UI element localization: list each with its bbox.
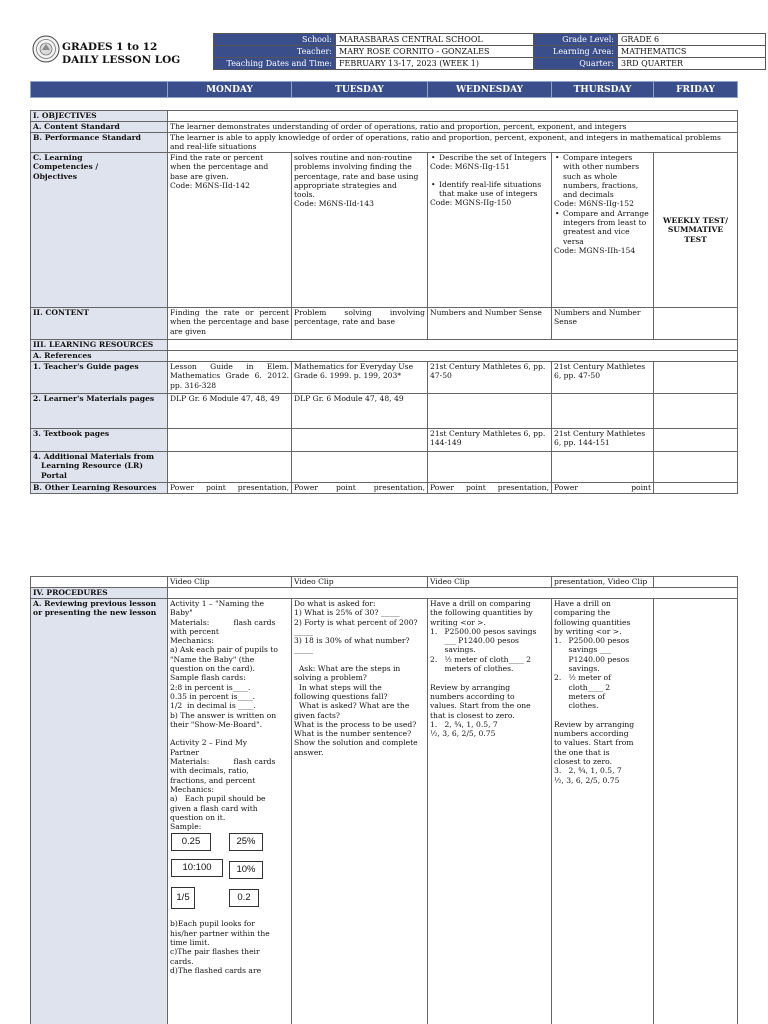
procedure-thursday-line: comparing the <box>554 608 611 618</box>
competency-monday-code: Code: M6NS-IId-142 <box>170 180 250 190</box>
procedure-thursday-line: by writing <or >. <box>554 626 622 636</box>
procedure-monday-line: with percent <box>170 626 219 636</box>
procedure-monday-line: Mechanics: <box>170 784 214 794</box>
teacher-label: Teacher: <box>214 46 336 58</box>
lm-tuesday: DLP Gr. 6 Module 47, 48, 49 <box>292 394 428 429</box>
other-monday: Power point presentation, <box>168 483 292 494</box>
procedure-thursday-line: Have a drill on <box>554 599 611 608</box>
flash-card: 10% <box>229 861 263 879</box>
procedure-monday-line: Activity 1 – "Naming the <box>170 599 265 608</box>
other-tuesday-continued: Video Clip <box>292 577 428 588</box>
add-monday <box>168 452 292 483</box>
content-wednesday: Numbers and Number Sense <box>428 308 552 340</box>
competency-monday-line: when the percentage and <box>170 162 269 172</box>
procedure-monday-line: Materials: flash cards <box>170 617 276 627</box>
procedure-wednesday-line: that is closest to zero. <box>430 710 515 720</box>
school-label: School: <box>214 34 336 46</box>
school-value: MARASBARAS CENTRAL SCHOOL <box>336 34 534 46</box>
add-wednesday <box>428 452 552 483</box>
competency-tuesday <box>292 153 428 308</box>
procedure-monday-line <box>170 729 289 738</box>
procedure-thursday-line: clothes. <box>554 701 599 711</box>
procedure-wednesday-line: writing <or >. <box>430 617 486 627</box>
procedure-monday-line: fractions, and percent <box>170 775 256 785</box>
procedure-monday-line: 2:8 in percent is____. <box>170 682 251 692</box>
flash-card: 10:100 <box>171 859 223 877</box>
lesson-log-table-continued <box>30 576 738 1024</box>
procedure-monday-line: Partner <box>170 747 199 757</box>
tb-tuesday <box>292 429 428 452</box>
procedure-tuesday-line: Show the solution and complete <box>294 738 418 748</box>
objectives-section-blank <box>168 111 738 122</box>
procedure-thursday-line: 2. ½ meter of <box>554 673 611 683</box>
procedure-thursday-line: 1. P2500.00 pesos <box>554 636 630 646</box>
procedure-monday <box>168 599 292 1024</box>
procedure-monday-line: time limit. <box>170 938 210 948</box>
objectives-section: I. OBJECTIVES <box>31 111 168 122</box>
flash-card: 1/5 <box>171 887 195 909</box>
teaching-dates-value: FEBRUARY 13-17, 2023 (WEEK 1) <box>336 58 534 70</box>
content-standard: The learner demonstrates understanding of order of operations, ratio and proportion, percent, exponent, and integers <box>168 122 738 133</box>
tg-friday <box>654 362 738 394</box>
content-friday <box>654 308 738 340</box>
procedure-wednesday-line <box>430 673 549 682</box>
procedure-monday-line: Sample: <box>170 822 202 832</box>
procedure-monday-line: cards. <box>170 956 194 966</box>
add-friday <box>654 452 738 483</box>
procedure-wednesday-line: ___ P1240.00 pesos <box>430 636 519 646</box>
header <box>30 33 768 73</box>
procedure-monday-line: 1/2 in decimal is ____. <box>170 701 256 711</box>
grade-level-value: GRADE 6 <box>618 34 766 46</box>
procedures-section-blank <box>168 588 738 599</box>
procedure-thursday-line: closest to zero. <box>554 757 613 767</box>
other-tuesday: Power point presentation, <box>292 483 428 494</box>
learning-area-value: MATHEMATICS <box>618 46 766 58</box>
tb-monday <box>168 429 292 452</box>
learning-area-label: Learning Area: <box>534 46 618 58</box>
procedure-monday-line: Baby" <box>170 608 193 618</box>
other-friday-continued <box>654 577 738 588</box>
competencies-label-1: C. Learning <box>33 153 83 162</box>
competency-wednesday-bullet: • Describe the set of Integers <box>430 153 549 162</box>
procedure-tuesday-line: following questions fall? <box>294 691 388 701</box>
quarter-value: 3RD QUARTER <box>618 58 766 70</box>
flash-card: 0.25 <box>171 833 211 851</box>
competency-tuesday-line: percentage, rate and base using <box>294 171 419 181</box>
lesson-log-table <box>30 110 738 494</box>
competency-thursday-code: Code: MGNS-IIh-154 <box>554 245 636 255</box>
procedure-tuesday-line: Ask: What are the steps in <box>294 664 401 674</box>
competencies-label-2: Competencies / <box>33 162 99 172</box>
competency-thursday-bullet: • Compare integers with other numbers such as whole numbers, fractions, and decimals <box>554 153 651 199</box>
tb-thursday: 21st Century Mathletes 6, pp. 144-151 <box>552 429 654 452</box>
references-label: A. References <box>31 351 168 362</box>
procedure-tuesday-line: What is the number sentence? <box>294 729 412 739</box>
tg-thursday: 21st Century Mathletes 6, pp. 47-50 <box>552 362 654 394</box>
procedure-thursday-text <box>554 599 651 785</box>
flash-card: 25% <box>229 833 263 851</box>
resources-section: III. LEARNING RESOURCES <box>31 340 168 351</box>
textbook-label: 3. Textbook pages <box>31 429 168 452</box>
procedure-monday-line: a) Ask each pair of pupils to <box>170 645 278 655</box>
procedure-wednesday-line: 2. ½ meter of cloth____ 2 <box>430 654 531 664</box>
procedure-thursday-line: P1240.00 pesos <box>554 654 630 664</box>
flash-card: 0.2 <box>229 889 259 907</box>
competency-tuesday-code: Code: M6NS-IId-143 <box>294 199 374 209</box>
procedure-monday-line: question on it. <box>170 812 226 822</box>
procedure-monday-line: a) Each pupil should be <box>170 794 266 804</box>
procedure-monday-line: Mechanics: <box>170 636 214 646</box>
additional-materials-label-1: 4. Additional Materials from <box>33 452 155 461</box>
procedure-thursday-line: meters of <box>554 691 606 701</box>
competency-thursday <box>552 153 654 308</box>
procedure-friday <box>654 599 738 1024</box>
add-tuesday <box>292 452 428 483</box>
procedure-wednesday-line: meters of clothes. <box>430 664 514 674</box>
day-tuesday: TUESDAY <box>292 82 428 98</box>
quarter-label: Quarter: <box>534 58 618 70</box>
procedure-wednesday-line: 1. P2500.00 pesos savings <box>430 626 537 636</box>
procedure-monday-line: Activity 2 – Find My <box>170 738 248 748</box>
deped-seal-icon <box>32 35 60 63</box>
procedure-tuesday-line: In what steps will the <box>294 682 382 692</box>
procedure-tuesday-line: _____ <box>294 626 313 636</box>
additional-materials-label-2: Learning Resource (LR) <box>41 461 143 471</box>
procedure-monday-line: b)Each pupil looks for <box>170 919 255 929</box>
day-friday: FRIDAY <box>654 82 738 98</box>
procedure-thursday-line: savings. <box>554 664 600 674</box>
procedure-monday-line: 0.35 in percent is____. <box>170 691 256 701</box>
additional-materials-label <box>31 452 168 483</box>
procedure-wednesday-line: values. Start from the one <box>430 701 531 711</box>
procedure-tuesday <box>292 599 428 1024</box>
procedure-tuesday-line <box>294 655 425 664</box>
procedure-monday-line: with decimals, ratio, <box>170 766 249 776</box>
lm-thursday <box>552 394 654 429</box>
references-blank <box>168 351 738 362</box>
other-monday-continued: Video Clip <box>168 577 292 588</box>
procedure-thursday-line: cloth____ 2 <box>554 682 611 692</box>
content-monday: Finding the rate or percent when the percentage and base are given <box>168 308 292 340</box>
competency-tuesday-line: appropriate strategies and <box>294 180 397 190</box>
content-tuesday: Problem solving involving percentage, rate and base <box>292 308 428 340</box>
tb-wednesday: 21st Century Mathletes 6, pp. 144-149 <box>428 429 552 452</box>
procedure-tuesday-line: Do what is asked for: <box>294 599 376 608</box>
tg-wednesday: 21st Century Mathletes 6, pp. 47-50 <box>428 362 552 394</box>
competency-tuesday-line: problems involving finding the <box>294 162 412 172</box>
competency-wednesday-bullet: • Identify real-life situations that make use of integers <box>430 180 549 199</box>
content-section: II. CONTENT <box>31 308 168 340</box>
day-header-row <box>30 81 738 98</box>
add-thursday <box>552 452 654 483</box>
competency-tuesday-line: solves routine and non-routine <box>294 153 412 162</box>
procedures-section: IV. PROCEDURES <box>31 588 168 599</box>
competency-monday-line: base are given. <box>170 171 229 181</box>
lm-wednesday <box>428 394 552 429</box>
resources-section-blank <box>168 340 738 351</box>
content-standard-label: A. Content Standard <box>31 122 168 133</box>
procedure-thursday-line <box>554 711 651 720</box>
procedure-tuesday-line: 2) Forty is what percent of 200? <box>294 617 418 627</box>
procedure-thursday-line: savings ___ <box>554 645 612 655</box>
procedure-tuesday-line: answer. <box>294 747 324 757</box>
procedure-tuesday-line: _____ <box>294 645 313 655</box>
procedure-thursday-line: 3. 2, ⁴⁄₄, 1, 0.5, 7 <box>554 766 622 776</box>
procedure-monday-line: question on the card). <box>170 664 255 674</box>
procedure-wednesday-line: 1. 2, ⁴⁄₄, 1, 0.5, 7 <box>430 719 498 729</box>
procedure-monday-text <box>170 599 289 831</box>
competencies-label-3: Objectives <box>33 171 78 181</box>
procedure-wednesday-line: Have a drill on comparing <box>430 599 531 608</box>
competency-wednesday-code: Code: M6NS-IIg-151 <box>430 162 510 172</box>
procedure-monday-line: b) The answer is written on <box>170 710 277 720</box>
procedure-tuesday-text <box>294 599 425 757</box>
day-thursday: THURSDAY <box>552 82 654 98</box>
procedure-thursday <box>552 599 654 1024</box>
learners-materials-label: 2. Learner's Materials pages <box>31 394 168 429</box>
competency-tuesday-line: tools. <box>294 190 315 200</box>
page-title <box>62 41 180 67</box>
procedure-monday-line: their "Show-Me-Board". <box>170 719 263 729</box>
competency-thursday-bullet: • Compare and Arrange integers from least to greatest and vice versa <box>554 209 651 246</box>
day-wednesday: WEDNESDAY <box>428 82 552 98</box>
performance-standard-label: B. Performance Standard <box>31 133 168 153</box>
procedure-wednesday-line: numbers according to <box>430 691 515 701</box>
procedure-tuesday-line: 3) 18 is 30% of what number? <box>294 636 410 646</box>
procedure-monday-line: c)The pair flashes their <box>170 947 260 957</box>
procedure-monday-line: Sample flash cards: <box>170 673 246 683</box>
other-wednesday-continued: Video Clip <box>428 577 552 588</box>
competency-wednesday-code: Code: MGNS-IIg-150 <box>430 198 512 208</box>
additional-materials-label-3: Portal <box>41 470 67 480</box>
procedure-thursday-line: the one that is <box>554 747 610 757</box>
title-line-2: DAILY LESSON LOG <box>62 54 181 66</box>
other-thursday: Power point <box>552 483 654 494</box>
competency-friday: WEEKLY TEST/ SUMMATIVE TEST <box>654 153 738 308</box>
procedure-tuesday-line: solving a problem? <box>294 673 367 683</box>
competency-monday <box>168 153 292 308</box>
competency-thursday-code: Code: M6NS-IIg-152 <box>554 199 634 209</box>
other-wednesday: Power point presentation, <box>428 483 552 494</box>
procedure-wednesday-line: ½, 3, 6, 2/5, 0.75 <box>430 729 496 739</box>
other-resources-continued-label <box>31 577 168 588</box>
procedure-monday-line: given a flash card with <box>170 803 258 813</box>
flash-card-samples <box>170 833 289 919</box>
other-thursday-continued: presentation, Video Clip <box>552 577 654 588</box>
grade-level-label: Grade Level: <box>534 34 618 46</box>
performance-standard: The learner is able to apply knowledge of order of operations, ratio and proportion, percent, exponent, and integers in mathematical problems and real-life situations <box>168 133 738 153</box>
reviewing-lesson-label: A. Reviewing previous lesson or presenting the new lesson <box>31 599 168 1024</box>
competencies-label <box>31 153 168 308</box>
procedure-tuesday-line: given facts? <box>294 710 340 720</box>
procedure-thursday-line: to values. Start from <box>554 738 634 748</box>
procedure-wednesday-line: the following quantities by <box>430 608 533 618</box>
day-header-blank <box>31 82 168 98</box>
day-monday: MONDAY <box>168 82 292 98</box>
procedure-tuesday-line: What is the process to be used? <box>294 719 417 729</box>
header-info-table <box>213 33 766 70</box>
other-resources-label: B. Other Learning Resources <box>31 483 168 494</box>
competency-wednesday <box>428 153 552 308</box>
procedure-thursday-line: Review by arranging <box>554 719 635 729</box>
procedure-wednesday-line: savings. <box>430 645 476 655</box>
teaching-dates-label: Teaching Dates and Time: <box>214 58 336 70</box>
teachers-guide-label: 1. Teacher's Guide pages <box>31 362 168 394</box>
tb-friday <box>654 429 738 452</box>
procedure-monday-line: his/her partner within the <box>170 928 270 938</box>
procedure-wednesday-text <box>430 599 549 738</box>
other-friday <box>654 483 738 494</box>
competency-monday-line: Find the rate or percent <box>170 153 264 162</box>
tg-tuesday: Mathematics for Everyday Use Grade 6. 1999. p. 199, 203* <box>292 362 428 394</box>
procedure-tuesday-line: What is asked? What are the <box>294 701 410 711</box>
procedure-thursday-line: following quantities <box>554 617 631 627</box>
lm-friday <box>654 394 738 429</box>
tg-monday: Lesson Guide in Elem. Mathematics Grade 6. 2012. pp. 316-328 <box>168 362 292 394</box>
content-thursday: Numbers and Number Sense <box>552 308 654 340</box>
procedure-wednesday-line: Review by arranging <box>430 682 511 692</box>
procedure-monday-line: Materials: flash cards <box>170 757 276 767</box>
title-line-1: GRADES 1 to 12 <box>62 41 158 53</box>
procedure-tuesday-line: 1) What is 25% of 30? _____ <box>294 608 400 618</box>
procedure-monday-text-after <box>170 919 289 975</box>
procedure-thursday-line: ½, 3, 6, 2/5, 0.75 <box>554 775 620 785</box>
procedure-thursday-line: numbers according <box>554 729 629 739</box>
procedure-monday-line: "Name the Baby" (the <box>170 654 255 664</box>
procedure-monday-line: d)The flashed cards are <box>170 965 262 975</box>
teacher-value: MARY ROSE CORNITO - GONZALES <box>336 46 534 58</box>
procedure-wednesday <box>428 599 552 1024</box>
lm-monday: DLP Gr. 6 Module 47, 48, 49 <box>168 394 292 429</box>
